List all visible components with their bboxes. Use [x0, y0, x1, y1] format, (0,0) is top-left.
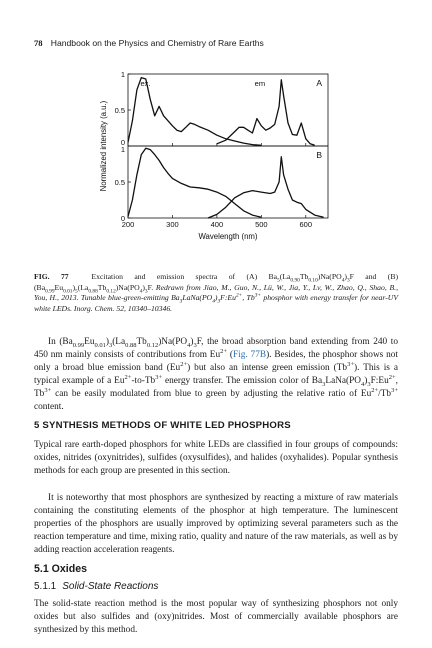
- y-tick-label: 0.5: [114, 178, 125, 187]
- panel-frame-B: [128, 146, 328, 218]
- body-paragraph-4: The solid-state reaction method is the most popular way of synthesizing phosphors not only oxides but also sulfides and (oxy)nitrides. Most of commercially available phosphors are synthesized by this method.: [34, 599, 398, 636]
- panel-label: B: [316, 150, 322, 160]
- y-tick-label: 1: [120, 145, 125, 154]
- body-paragraph-2: Typical rare earth-doped phosphors for white LEDs are classified in four groups of compounds: oxides, nitrides (oxynitrides), sulfides (oxysulfides), and halides (oxyhalides). Popular synthesis methods for each group are presented in this section.: [34, 440, 398, 477]
- series-label: ex.: [140, 79, 151, 88]
- figure-label: FIG. 77: [34, 272, 69, 281]
- subsubsection-title: Solid-State Reactions: [62, 581, 159, 592]
- series-line-B-1: [128, 148, 261, 217]
- page-number: 78: [34, 38, 43, 48]
- figure-caption: [34, 272, 398, 314]
- y-axis-label: Normalized intensity (a.u.): [99, 100, 108, 192]
- x-tick-label: 500: [255, 220, 268, 229]
- x-tick-label: 300: [166, 220, 179, 229]
- y-tick-label: 0: [120, 138, 125, 147]
- caption-text: Excitation and emission spectra of (A) $Ba_5(La_{0.90}Tb_{0.10})Na(PO_4)_3F$ and (B) $(Ba_{0.99}Eu_{0.01})_5(La_{0.88}Tb_{0.12})Na(PO_4)_3F$.: [34, 272, 399, 295]
- panel-label: A: [316, 78, 322, 88]
- y-tick-label: 1: [120, 70, 125, 79]
- subsection-heading: 5.1 Oxides: [34, 563, 87, 575]
- y-tick-label: 0: [120, 214, 125, 223]
- x-axis-label: Wavelength (nm): [198, 232, 258, 241]
- spectra-chart: [90, 56, 340, 268]
- x-tick-label: 200: [121, 220, 135, 229]
- running-head: [34, 38, 264, 48]
- y-tick-label: 0.5: [114, 106, 125, 115]
- x-tick-label: 400: [210, 220, 224, 229]
- section-heading: 5 SYNTHESIS METHODS OF WHITE LED PHOSPHORS: [34, 420, 291, 431]
- series-line-A-2: [217, 80, 315, 146]
- series-label: em: [254, 79, 266, 88]
- caption-reference: Redrawn from Jiao, M., Guo, N., Lü, W., Jia, Y., Lv, W., Zhao, Q., Shao, B., You, H., 2013. Tunable blue-green-emitting $Ba_3LaNa(PO_4)_3F:Eu^{2+}$, $Tb^{3+}$ phosphor with energy transfer for near-UV white LEDs. Inorg. Chem. 52, 10340–10346.: [34, 282, 399, 313]
- body-paragraph-3: It is noteworthy that most phosphors are synthesized by reacting a mixture of raw materials containing the constituting elements of the phosphor at high temperature. The luminescent properties of the phosphors are usually improved by optimizing several parameters such as the reaction temperature and time, mixing ratio, quality and nature of the raw materials, as well as by adding reaction acceleration reagents.: [34, 493, 398, 556]
- body-paragraph-1: In $(Ba_{0.99}Eu_{0.01})_3(La_{0.88}Tb_{0.12})Na(PO_4)_3F$, the broad absorption band extending from 240 to 450 nm mainly consists of contributions from $Eu^{2+}$ (Fig. 77B). Besides, the phosphor shows not only a broad blue emission band $(Eu^{2+})$ but also an intense green emission $(Tb^{3+})$. This is a typical example of a $Eu^{2+}-to-Tb^{3+}$ energy transfer. The emission color of $Ba_3LaNa(PO_4)_3F:Eu^{2+}$, $Tb^{3+}$ can be easily modulated from blue to green by adjusting the relative ratio of $Eu^{2+}/Tb^{3+}$ content.: [34, 337, 398, 413]
- subsubsection-number: 5.1.1: [34, 581, 57, 592]
- series-line-B-2: [208, 157, 324, 218]
- figure-77: [90, 56, 340, 273]
- running-title: Handbook on the Physics and Chemistry of Rare Earths: [50, 38, 264, 48]
- x-tick-label: 600: [299, 220, 313, 229]
- subsubsection-heading: [34, 581, 158, 592]
